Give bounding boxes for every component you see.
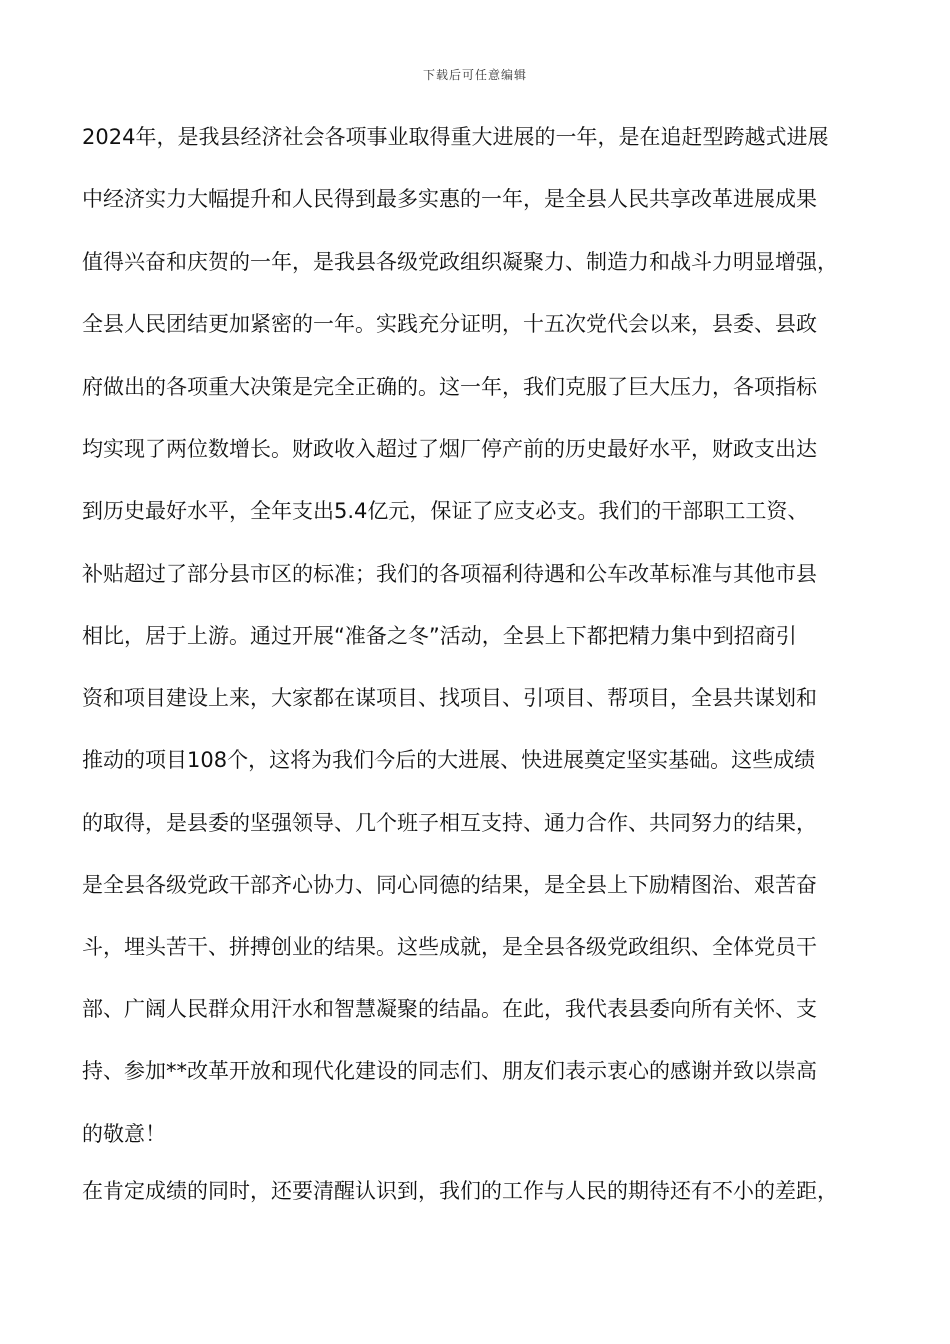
header-note: 下载后可任意编辑 [422, 68, 527, 82]
text-line: 相比，居于上游。通过开展“准备之冬”活动，全县上下都把精力集中到招商引 [82, 624, 797, 648]
text-line: 中经济实力大幅提升和人民得到最多实惠的一年，是全县人民共享改革进展成果 [82, 187, 817, 211]
text-line: 推动的项目108个，这将为我们今后的大进展、快进展奠定坚实基础。这些成绩 [82, 748, 816, 772]
text-line: 的敬意！ [82, 1122, 166, 1146]
text-line: 值得兴奋和庆贺的一年，是我县各级党政组织凝聚力、制造力和战斗力明显增强， [82, 250, 838, 274]
text-line: 到历史最好水平，全年支出5.4亿元，保证了应支必支。我们的干部职工工资、 [82, 499, 809, 523]
text-line: 在肯定成绩的同时，还要清醒认识到，我们的工作与人民的期待还有不小的差距， [82, 1179, 838, 1203]
text-line: 府做出的各项重大决策是完全正确的。这一年，我们克服了巨大压力，各项指标 [82, 375, 817, 399]
text-line: 2024年，是我县经济社会各项事业取得重大进展的一年，是在追赶型跨越式进展 [82, 125, 829, 149]
text-line: 部、广阔人民群众用汗水和智慧凝聚的结晶。在此，我代表县委向所有关怀、支 [82, 997, 817, 1021]
text-line: 补贴超过了部分县市区的标准；我们的各项福利待遇和公车改革标准与其他市县 [82, 562, 817, 586]
text-line: 均实现了两位数增长。财政收入超过了烟厂停产前的历史最好水平，财政支出达 [82, 437, 817, 461]
text-line: 全县人民团结更加紧密的一年。实践充分证明，十五次党代会以来，县委、县政 [82, 312, 817, 336]
text-line: 的取得，是县委的坚强领导、几个班子相互支持、通力合作、共同努力的结果， [82, 811, 817, 835]
text-line: 资和项目建设上来，大家都在谋项目、找项目、引项目、帮项目，全县共谋划和 [82, 686, 817, 710]
text-line: 持、参加**改革开放和现代化建设的同志们、朋友们表示衷心的感谢并致以崇高 [82, 1059, 817, 1083]
text-line: 斗，埋头苦干、拼搏创业的结果。这些成就，是全县各级党政组织、全体党员干 [82, 935, 817, 959]
text-line: 是全县各级党政干部齐心协力、同心同德的结果，是全县上下励精图治、艰苦奋 [82, 873, 817, 897]
